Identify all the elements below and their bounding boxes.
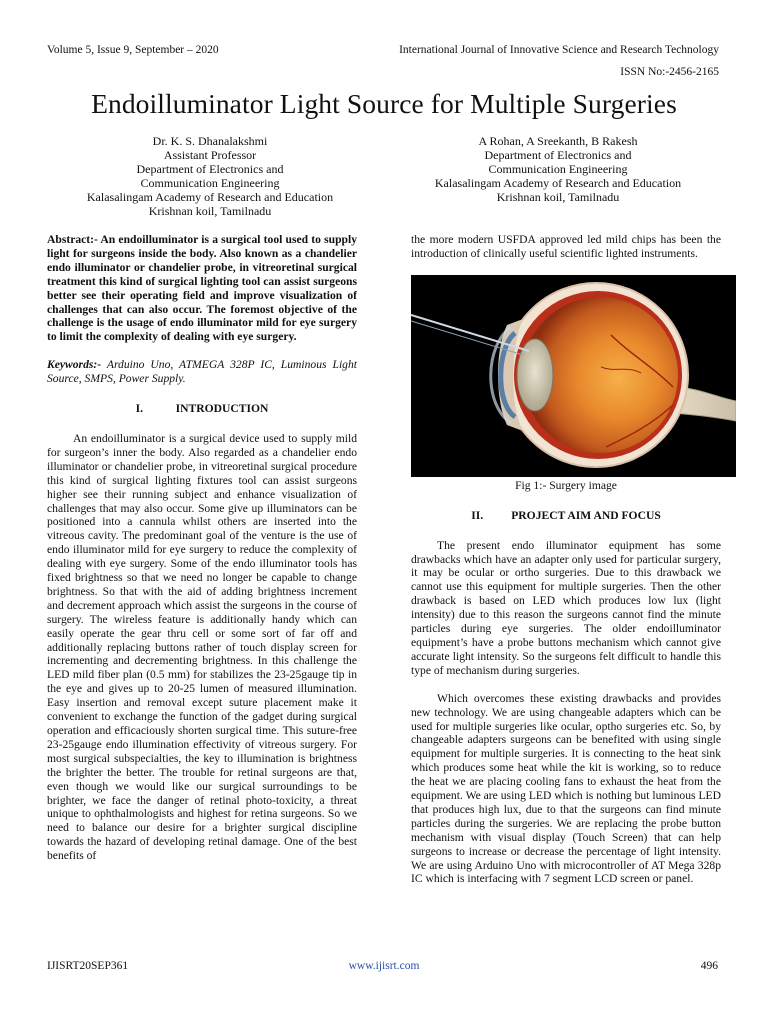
section-number: I. (135, 402, 144, 416)
right-column (411, 233, 721, 886)
author-location: Krishnan koil, Tamilnadu (496, 190, 620, 204)
figure-caption: Fig 1:- Surgery image (515, 478, 617, 492)
keywords-text: Arduino Uno, ATMEGA 328P IC, Luminous Light Source, SMPS, Power Supply. (47, 358, 357, 386)
footer-url-link[interactable]: www.ijisrt.com (348, 960, 420, 972)
section-heading-introduction (47, 402, 357, 416)
author-institution: Kalasalingam Academy of Research and Education (86, 190, 334, 204)
header-journal: International Journal of Innovative Science and Research Technology (399, 44, 719, 56)
section-title: PROJECT AIM AND FOCUS (511, 508, 661, 522)
author-location: Krishnan koil, Tamilnadu (148, 204, 272, 218)
footer-code: IJISRT20SEP361 (47, 960, 129, 972)
section-heading-project-aim (411, 509, 721, 523)
left-column (47, 233, 357, 863)
author-department-cont: Communication Engineering (488, 162, 628, 176)
introduction-continuation: the more modern USFDA approved led mild chips has been the introduction of clinically useful scientific lighted instruments. (411, 233, 721, 260)
author-block-left (50, 134, 370, 218)
header-volume: Volume 5, Issue 9, September – 2020 (47, 44, 219, 56)
author-names: A Rohan, A Sreekanth, B Rakesh (478, 134, 638, 148)
author-department: Department of Electronics and (136, 162, 284, 176)
author-position: Assistant Professor (163, 148, 257, 162)
surgery-figure (411, 275, 736, 477)
abstract: Abstract:- An endoilluminator is a surgical tool used to supply light for surgeons inside the body. Also known as a chandelier endo illuminator or chandelier probe, in vitreoretinal surgical treatment this kind of surgical lighting tool can assist surgeons better see their operating field and improve visualization of challenges that can also occur. The foremost objective of the challenge is the usage of endo illuminator mild for eye surgery to limit the complexity of dealing with eye surgery. (47, 233, 357, 344)
author-department-cont: Communication Engineering (140, 176, 280, 190)
section-number: II. (471, 508, 484, 522)
section-title: INTRODUCTION (175, 402, 269, 416)
keywords (47, 358, 357, 386)
aim-paragraph-1: The present endo illuminator equipment has some drawbacks which have an adapter only used for particular surgery, it may be ocular or ortho surgeries. Due to this drawback we cannot use this equipment for multiple surgeries. Then the other drawback is based on LED which produces low lux (light intensity) due to this reason the surgeons cannot find the minute particles during eye surgeries. The older endoilluminator equipment’s have a probe buttons mechanism which cannot give accurate light intensity. So the surgeons felt difficult to handle this type of mechanism during surgeries. (411, 538, 721, 677)
header-issn: ISSN No:-2456-2165 (620, 66, 719, 78)
introduction-paragraph: An endoilluminator is a surgical device used to supply mild for surgeon’s inner the body. Also regarded as a chandelier endo illuminator or chandelier probe, in vitreoretinal surgical procedure this kind of surgical lighting fixtures tool can assist surgeons higher see their running subject and enhance visualization of challenges that may also occur. Some give up illuminators can be positioned into a cannula whilst others are inserted into the vitreous cavity. The predominant goal of the venture is the use of endo illuminator mild for eye surgery to reduce the complexity of dealing with eye surgery. Some of the endo illuminator tools has fixed brightness so that we need no longer be capable to change brightness. So that with the aid of adding brightness increment and decrement approach which assist the surgeons in the course of surgery. The wireless feature is additionally handy which can easily operate the gear thru cell or some sort of far off and additionally replacing buttons rather of touch display screen for incrementing and decrementing brightness. In this challenge the LED mild fiber plan (0.5 mm) for stabilizes the 23-25gauge tip in the eye and gives up to 20-25 lumen of measured illumination. Easy insertion and removal except suture placement make it convenient to exchange the function of the gadget during surgical operation and efficaciously shorten surgical time. This suture-free 23-25gauge endo illumination effectivity of vitreous surgery. For most surgical subspecialties, the key to illumination is brightness the brighter the better. The trouble for retinal surgeons are that, even though we would like our surgical surroundings to be brighter, we face the danger of retinal photo-toxicity, a threat unique to ophthalmologists and highest for retina surgeons. So we need to balance our desire for a brighter surgical discipline towards the hazard of developing retinal damage. One of the best benefits of (47, 431, 357, 863)
keywords-label: Keywords:- (47, 358, 102, 372)
author-department: Department of Electronics and (484, 148, 632, 162)
eye-anatomy-illustration (411, 275, 736, 477)
paper-title: Endoilluminator Light Source for Multiple Surgeries (91, 88, 677, 119)
footer-page-number: 496 (700, 960, 718, 972)
aim-paragraph-2: Which overcomes these existing drawbacks and provides new technology. We are using changeable adapters which can be used for multiple surgeries like ocular, optho surgeries etc. So, by changeable adapters surgeons can be benefited with using single equipment for multiple surgeries. It is connecting to the heat sink which produces some heat while the kit is working, so to reduce the heat we are placing cooling fans to exhaust the heat from the equipment. We are using LED which is nothing but luminous LED that produces high lux, due to that the surgeons can find minute particles during the surgeries. We are replacing the probe button mechanism with visual display (Touch Screen) that can help surgeons to increase or decrease the percentage of light intensity. We are using Arduino Uno with microcontroller of AT Mega 328p IC which is interfacing with 7 segment LCD screen or panel. (411, 691, 721, 886)
author-institution: Kalasalingam Academy of Research and Education (434, 176, 682, 190)
author-block-right (400, 134, 716, 204)
author-name: Dr. K. S. Dhanalakshmi (152, 134, 268, 148)
